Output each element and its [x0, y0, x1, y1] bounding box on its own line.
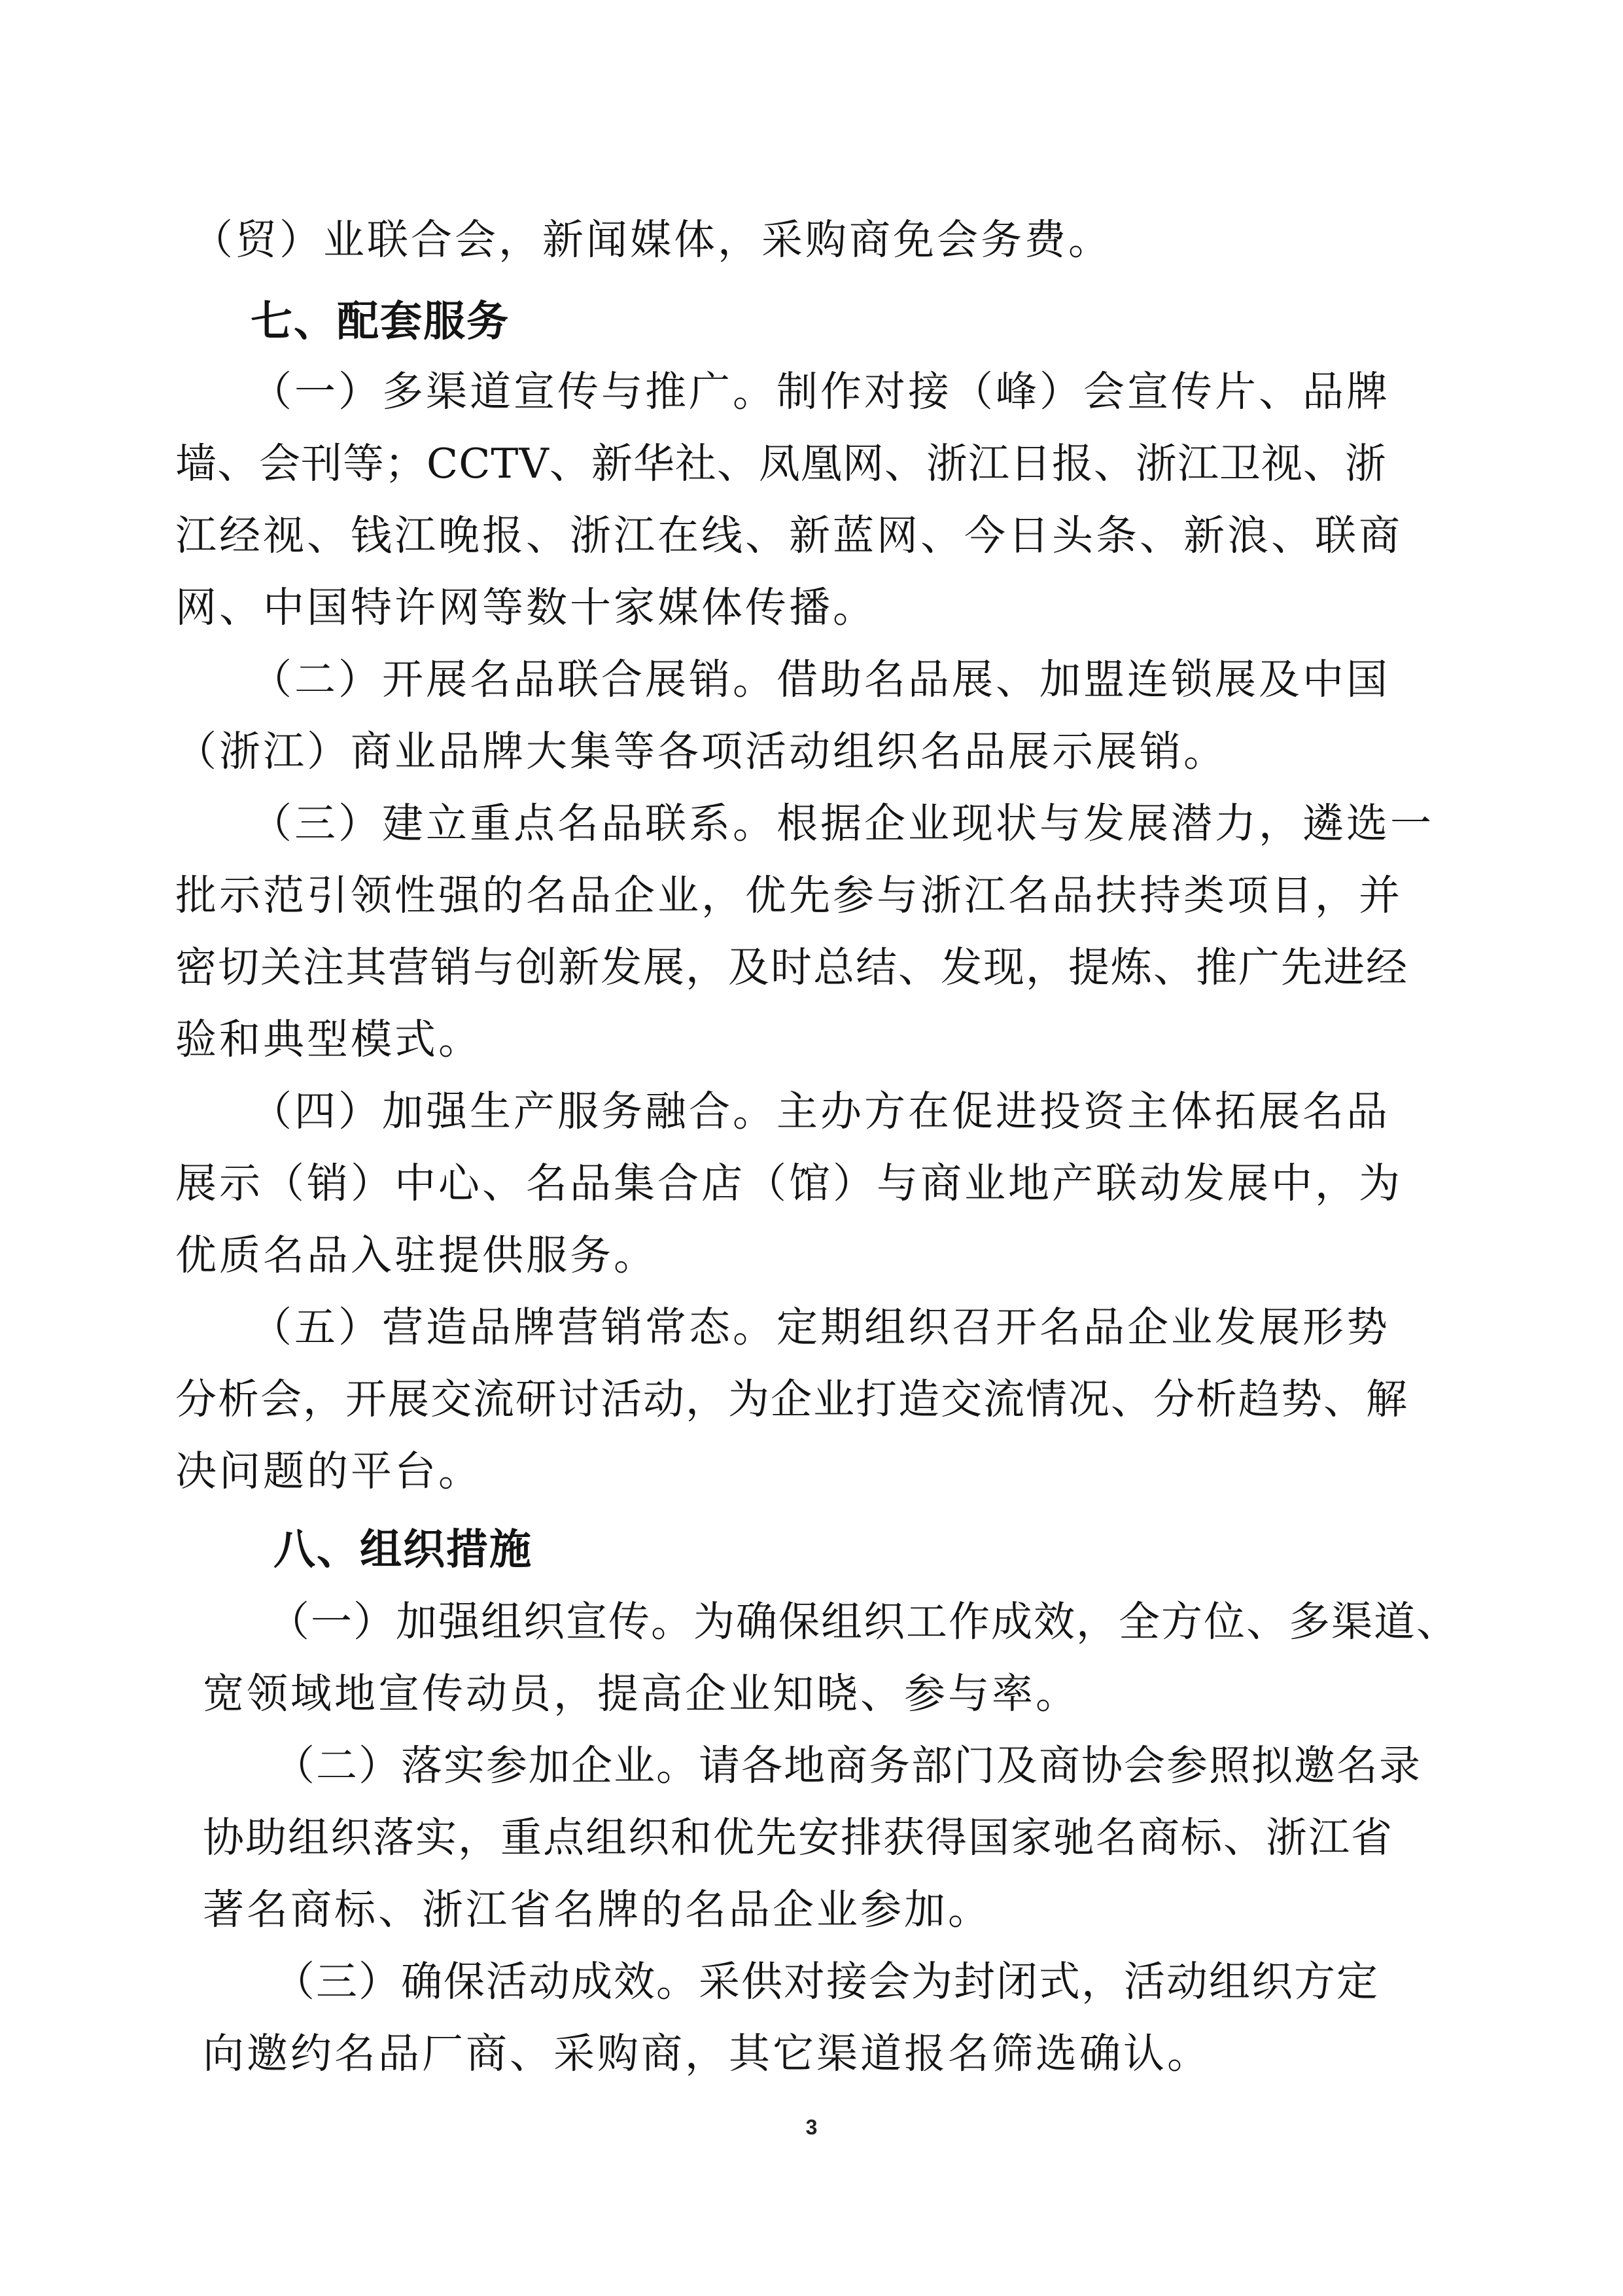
text-line: 分析会，开展交流研讨活动，为企业打造交流情况、分析趋势、解 [175, 1375, 1408, 1423]
text-line: （贸）业联合会，新闻媒体，采购商免会务费。 [192, 216, 1112, 264]
page-number: 3 [805, 2115, 818, 2139]
text-line: （浙江）商业品牌大集等各项活动组织名品展示展销。 [175, 728, 1227, 775]
text-line: 江经视、钱江晚报、浙江在线、新蓝网、今日头条、新浪、联商 [175, 512, 1403, 559]
text-line: （二）落实参加企业。请各地商务部门及商协会参照拟邀名录 [273, 1742, 1422, 1790]
text-line: 著名商标、浙江省名牌的名品企业参加。 [203, 1886, 992, 1934]
text-line: 密切关注其营销与创新发展，及时总结、发现，提炼、推广先进经 [175, 944, 1408, 991]
text-line: （一）加强组织宣传。为确保组织工作成效，全方位、多渠道、 [268, 1598, 1459, 1646]
text-line: 优质名品入驻提供服务。 [175, 1231, 657, 1279]
text-line: 展示（销）中心、名品集合店（馆）与商业地产联动发展中，为 [175, 1159, 1403, 1207]
text-line: 批示范引领性强的名品企业，优先参与浙江名品扶持类项目，并 [175, 872, 1403, 919]
text-line: （一）多渠道宣传与推广。制作对接（峰）会宣传片、品牌 [251, 368, 1390, 415]
text-line: （四）加强生产服务融合。主办方在促进投资主体拓展名品 [251, 1087, 1390, 1135]
text-line: （二）开展名品联合展销。借助名品展、加盟连锁展及中国 [251, 656, 1390, 703]
text-line: （五）营造品牌营销常态。定期组织召开名品企业发展形势 [251, 1303, 1390, 1351]
text-line: 协助组织落实，重点组织和优先安排获得国家驰名商标、浙江省 [203, 1814, 1393, 1862]
text-line: （三）确保活动成效。采供对接会为封闭式，活动组织方定 [273, 1958, 1379, 2005]
text-line: 向邀约名品厂商、采购商，其它渠道报名筛选确认。 [203, 2030, 1211, 2077]
text-line: 墙、会刊等；CCTV、新华社、凤凰网、浙江日报、浙江卫视、浙 [175, 440, 1387, 487]
text-line: （三）建立重点名品联系。根据企业现状与发展潜力，遴选一 [251, 800, 1434, 847]
section-heading-organizational-measures: 八、组织措施 [273, 1526, 532, 1574]
section-heading-supporting-services: 七、配套服务 [251, 298, 510, 346]
text-line: 网、中国特许网等数十家媒体传播。 [175, 584, 877, 631]
text-line: 宽领域地宣传动员，提高企业知晓、参与率。 [203, 1670, 1079, 1718]
text-line: 决问题的平台。 [175, 1447, 482, 1495]
text-line: 验和典型模式。 [175, 1016, 482, 1063]
